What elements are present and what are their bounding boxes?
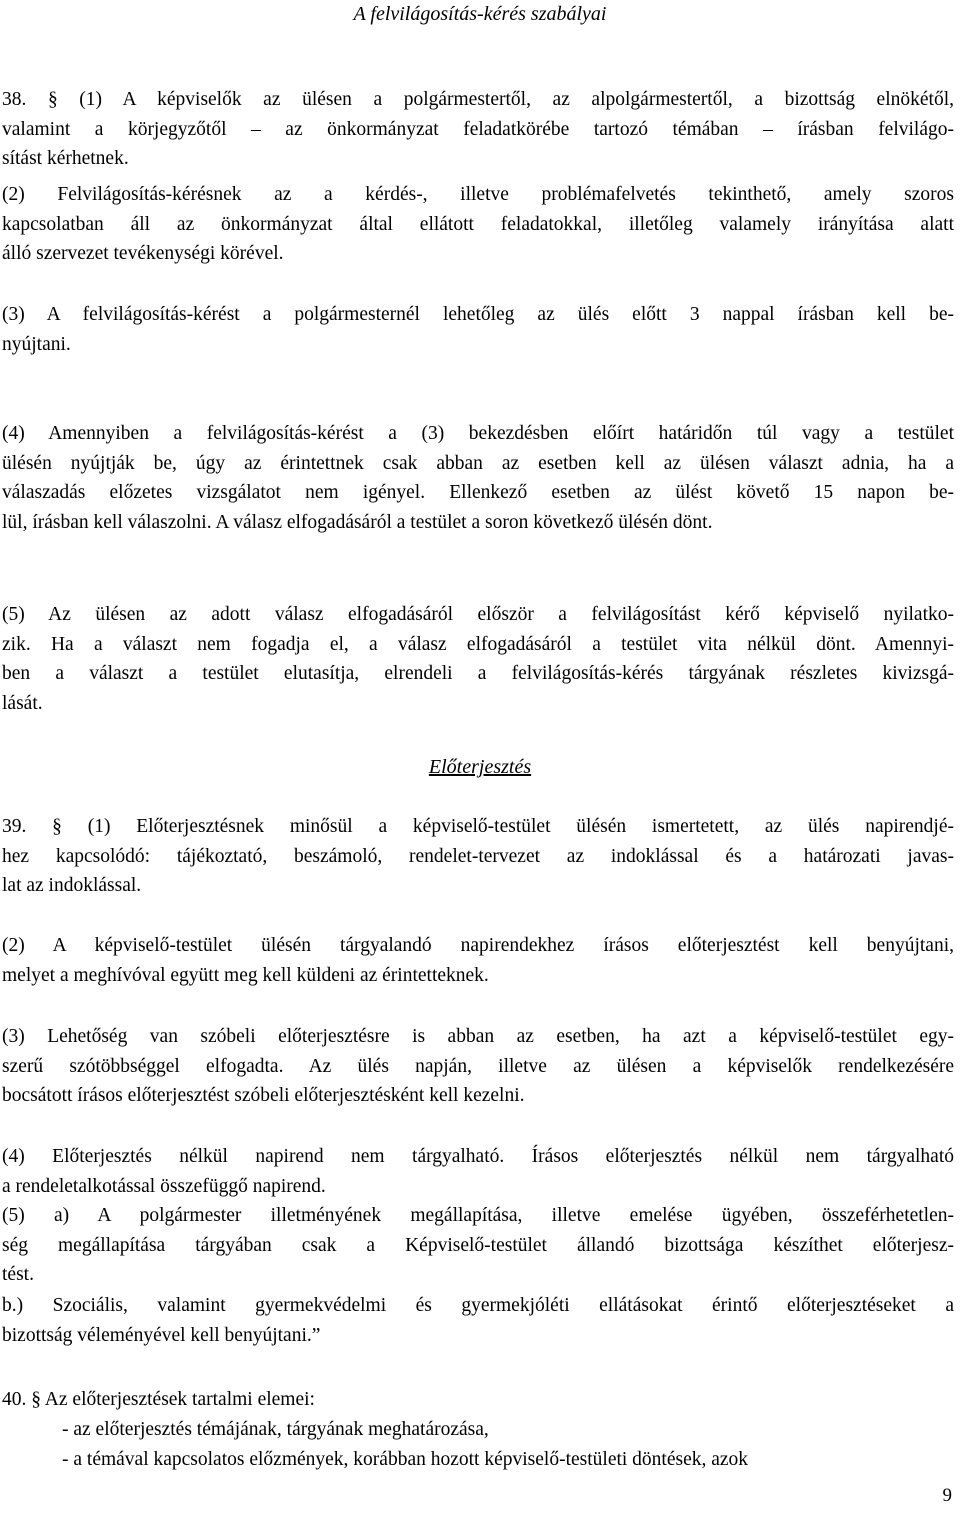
section-39-paragraph-6 [2,1291,954,1350]
text-line: ülésén nyújtják be, úgy az érintettnek csak abban az esetben kell az ülésen választ adnia, ha a [2,452,954,474]
text-line: (2) A képviselő-testület ülésén tárgyalandó napirendekhez írásos előterjesztést kell benyújtani, [2,935,954,956]
text-line: lását. [2,692,43,714]
text-line: hez kapcsolódó: tájékoztató, beszámoló, rendelet-tervezet az indoklással és a határozati javas- [2,845,954,867]
text-line: 40. § Az előterjesztések tartalmi elemei: [2,1389,315,1410]
text-line: bizottság véleményével kell benyújtani.” [2,1324,321,1346]
page-number: 9 [942,1485,952,1506]
text-line: valamint a körjegyzőtől – az önkormányzat feladatkörébe tartozó témában – írásban felvilágo- [2,118,954,140]
text-line: ben a választ a testület elutasítja, elrendeli a felvilágosítás-kérés tárgyának részletes kivizsgá- [2,663,954,684]
text-line: sítást kérhetnek. [2,148,129,169]
text-line: válaszadás előzetes vizsgálatot nem igényel. Ellenkező esetben az ülést követő 15 napon be- [2,482,954,503]
text-line: (4) Amennyiben a felvilágosítás-kérést a (3) bekezdésben előírt határidőn túl vagy a testület [2,423,954,444]
text-line: tést. [2,1264,34,1285]
text-line: (5) a) A polgármester illetményének megállapítása, illetve emelése ügyében, összeférhetetlen- [2,1205,954,1226]
text-line: lat az indoklással. [2,875,142,896]
section-38-paragraph-3 [2,300,954,359]
text-line: (5) Az ülésen az adott válasz elfogadásáról először a felvilágosítást kérő képviselő nyilatko- [2,604,954,625]
text-line: (4) Előterjesztés nélkül napirend nem tárgyalható. Írásos előterjesztés nélkül nem tárgyalható [2,1146,954,1167]
section-38-paragraph-1 [2,85,954,174]
text-line: zik. Ha a választ nem fogadja el, a válasz elfogadásáról a testület vita nélkül dönt. Amennyi- [2,633,954,655]
text-line: 39. § (1) Előterjesztésnek minősül a képviselő-testület ülésén ismertetett, az ülés napirendjé- [2,816,954,837]
section-39-paragraph-1 [2,812,954,901]
text-line: (3) Lehetőség van szóbeli előterjesztésre is abban az esetben, ha azt a képviselő-testület egy- [2,1026,954,1047]
text-line: b.) Szociális, valamint gyermekvédelmi és gyermekjóléti ellátásokat érintő előterjesztéseket a [2,1295,954,1316]
section-39-paragraph-4 [2,1142,954,1201]
section-39-paragraph-2 [2,931,954,990]
text-line: bocsátott írásos előterjesztést szóbeli előterjesztésként kell kezelni. [2,1085,525,1106]
list-item: - az előterjesztés témájának, tárgyának meghatározása, [62,1419,489,1440]
section-38-paragraph-5 [2,600,954,718]
list-item: - a témával kapcsolatos előzmények, korábban hozott képviselő-testületi döntések, azok [62,1449,749,1470]
page-title: A felvilágosítás-kérés szabályai [353,3,607,25]
section-39-paragraph-3 [2,1022,954,1111]
text-line: álló szervezet tevékenységi körével. [2,243,284,264]
text-line: (3) A felvilágosítás-kérést a polgármesternél lehetőleg az ülés előtt 3 nappal írásban kell be- [2,304,954,325]
text-line: kapcsolatban áll az önkormányzat által ellátott feladatokkal, illetőleg valamely irányítása alatt [2,213,954,235]
text-line: a rendeletalkotással összefüggő napirend. [2,1175,326,1197]
section-39-paragraph-5 [2,1201,954,1290]
text-line: lül, írásban kell válaszolni. A válasz elfogadásáról a testület a soron következő ülésén dönt. [2,511,713,533]
section-40-intro [2,1385,954,1415]
text-line: ség megállapítása tárgyában csak a Képviselő-testület állandó bizottsága készíthet előterjesz- [2,1234,954,1256]
text-line: 38. § (1) A képviselők az ülésen a polgármestertől, az alpolgármestertől, a bizottság elnökétől, [2,89,954,110]
text-line: (2) Felvilágosítás-kérésnek az a kérdés-, illetve problémafelvetés tekinthető, amely szoros [2,184,954,205]
section-subheading: Előterjesztés [428,756,532,778]
text-line: szerű szótöbbséggel elfogadta. Az ülés napján, illetve az ülésen a képviselők rendelkezésére [2,1055,954,1077]
section-38-paragraph-2 [2,180,954,269]
text-line: nyújtani. [2,333,71,355]
section-38-paragraph-4 [2,419,954,537]
text-line: melyet a meghívóval együtt meg kell küldeni az érintetteknek. [2,964,489,986]
